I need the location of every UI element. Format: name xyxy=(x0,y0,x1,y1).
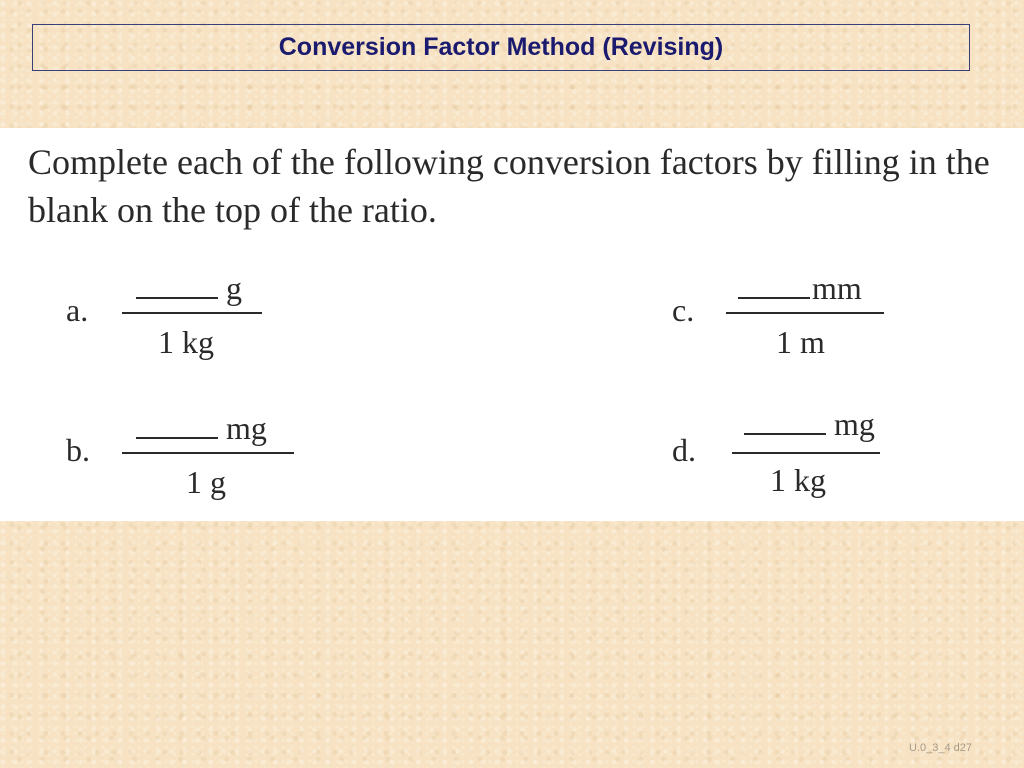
problem-letter: d. xyxy=(672,432,696,468)
numerator xyxy=(738,272,862,304)
numerator-unit: mm xyxy=(812,270,862,306)
numerator-unit: g xyxy=(226,270,242,306)
answer-blank[interactable] xyxy=(738,283,810,299)
fraction-bar xyxy=(732,452,880,454)
problem-letter: b. xyxy=(66,432,90,468)
denominator: 1 kg xyxy=(770,462,826,498)
page-title: Conversion Factor Method (Revising) xyxy=(278,33,724,61)
instruction-text: Complete each of the following conversion factors by filling in the blank on the top of the ratio. xyxy=(28,142,990,230)
content-panel xyxy=(0,128,1024,521)
fraction-bar xyxy=(122,452,294,454)
fraction-bar xyxy=(726,312,884,314)
fraction-bar xyxy=(122,312,262,314)
denominator: 1 kg xyxy=(158,324,214,360)
numerator-unit: mg xyxy=(834,406,875,442)
title-box xyxy=(32,24,970,71)
answer-blank[interactable] xyxy=(744,419,826,435)
numerator xyxy=(136,272,242,304)
slide-footer: U.0_3_4 d27 xyxy=(909,742,972,754)
numerator-unit: mg xyxy=(226,410,267,446)
denominator: 1 m xyxy=(776,324,825,360)
problem-letter: c. xyxy=(672,292,695,328)
denominator: 1 g xyxy=(186,464,226,500)
answer-blank[interactable] xyxy=(136,283,218,299)
numerator xyxy=(744,408,875,440)
numerator xyxy=(136,412,267,444)
answer-blank[interactable] xyxy=(136,423,218,439)
problem-letter: a. xyxy=(66,292,89,328)
